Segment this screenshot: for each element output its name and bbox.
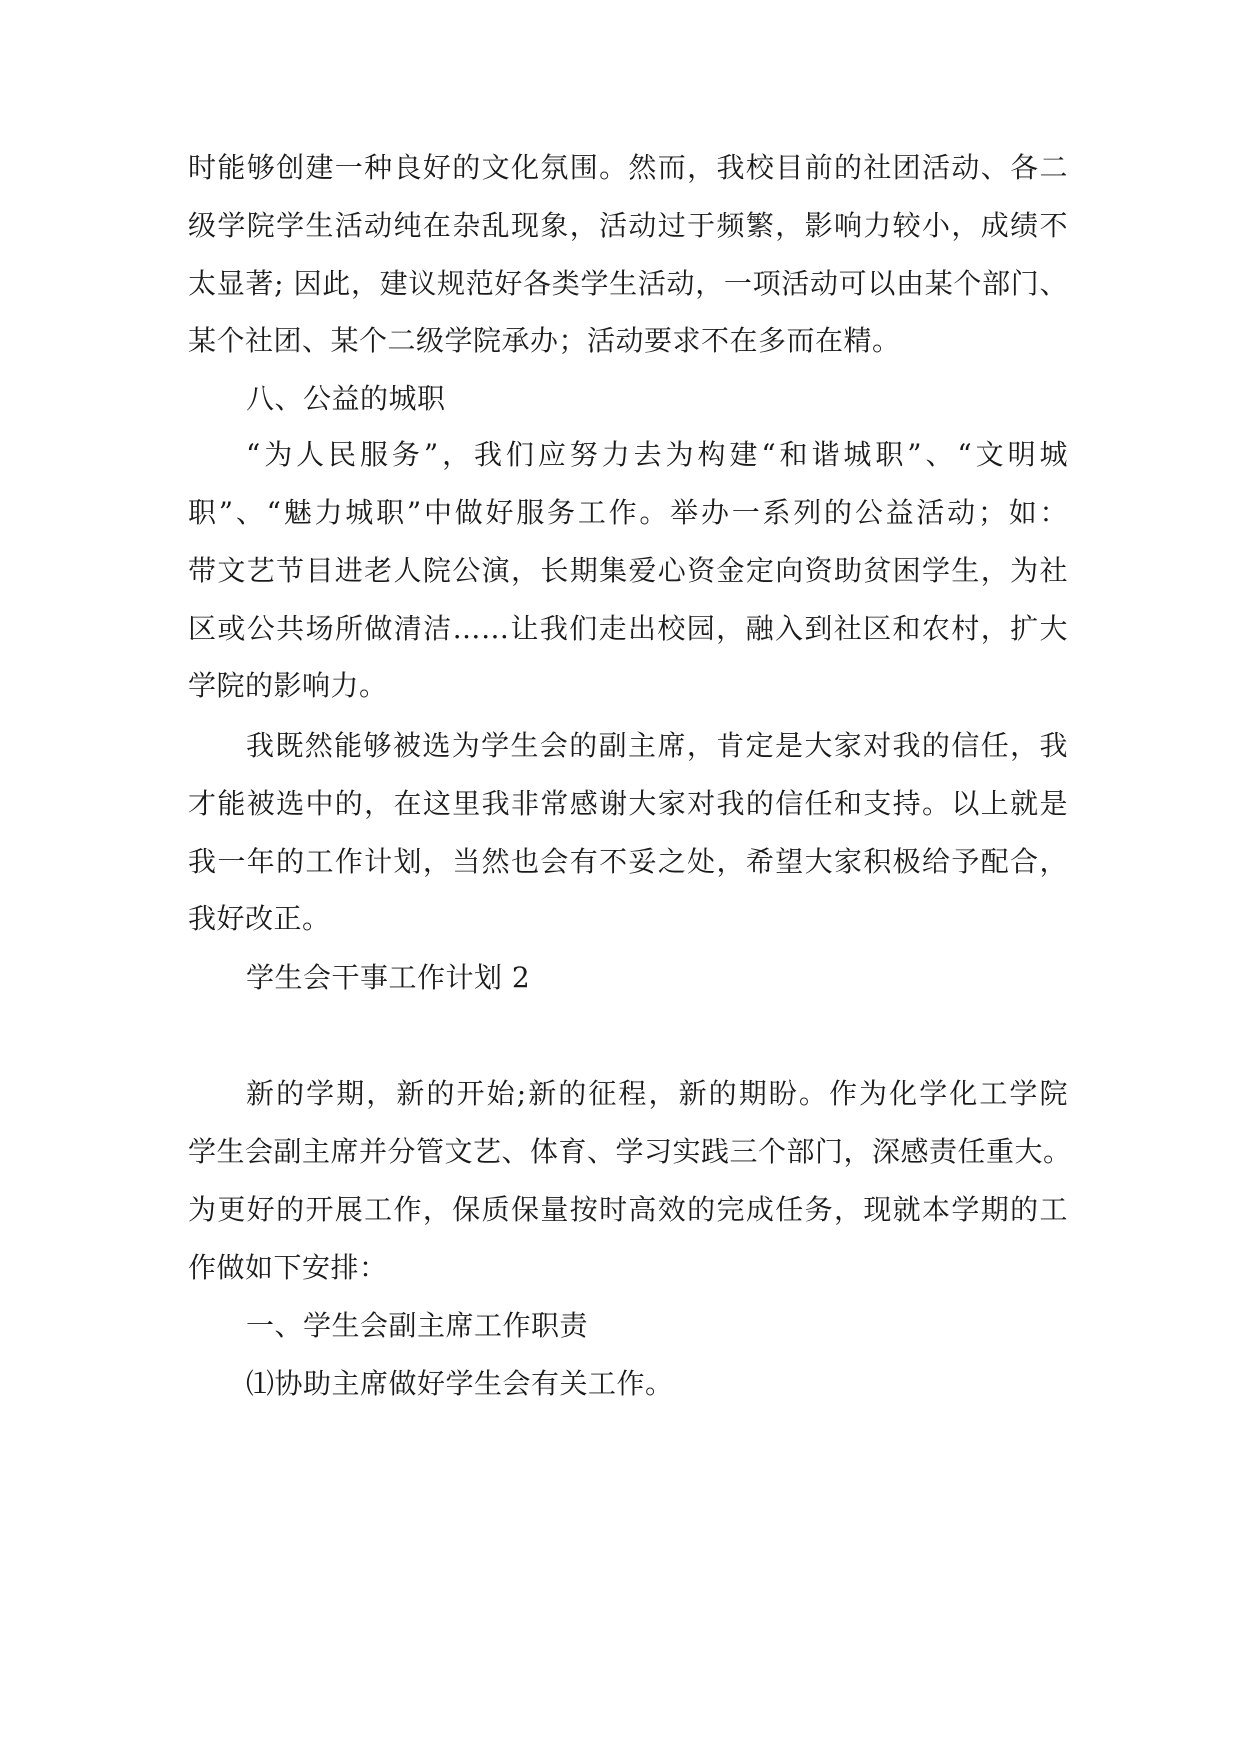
- paragraph-line: 学院的影响力。: [188, 669, 388, 702]
- paragraph-line: 作做如下安排：: [188, 1251, 388, 1284]
- list-item: ⑴协助主席做好学生会有关工作。: [246, 1367, 674, 1400]
- document-title: 学生会干事工作计划 2: [246, 961, 531, 994]
- paragraph-line: 某个社团、某个二级学院承办；活动要求不在多而在精。: [188, 324, 901, 357]
- paragraph-line: 时能够创建一种良好的文化氛围。然而，我校目前的社团活动、各二: [188, 151, 1068, 184]
- paragraph-line: 为更好的开展工作，保质保量按时高效的完成任务，现就本学期的工: [188, 1193, 1068, 1226]
- section-heading: 一、学生会副主席工作职责: [246, 1309, 589, 1342]
- paragraph-line: 我既然能够被选为学生会的副主席，肯定是大家对我的信任，我: [246, 729, 1068, 762]
- paragraph-line: 区或公共场所做清洁……让我们走出校园，融入到社区和农村，扩大: [188, 612, 1068, 645]
- paragraph-line: 太显著; 因此，建议规范好各类学生活动，一项活动可以由某个部门、: [188, 267, 1068, 300]
- paragraph-line: 我好改正。: [188, 902, 331, 935]
- paragraph-line: 职”、“魅力城职”中做好服务工作。举办一系列的公益活动；如：: [188, 496, 1068, 529]
- paragraph-line: “为人民服务”，我们应努力去为构建“和谐城职”、“文明城: [246, 438, 1068, 471]
- paragraph-line: 新的学期，新的开始;新的征程，新的期盼。作为化学化工学院: [246, 1077, 1068, 1110]
- paragraph-line: 带文艺节目进老人院公演，长期集爱心资金定向资助贫困学生，为社: [188, 554, 1068, 587]
- paragraph-line: 我一年的工作计划，当然也会有不妥之处，希望大家积极给予配合，: [188, 845, 1068, 878]
- paragraph-line: 级学院学生活动纯在杂乱现象，活动过于频繁，影响力较小，成绩不: [188, 209, 1068, 242]
- paragraph-line: 才能被选中的，在这里我非常感谢大家对我的信任和支持。以上就是: [188, 787, 1068, 820]
- paragraph-line: 学生会副主席并分管文艺、体育、学习实践三个部门，深感责任重大。: [188, 1135, 1072, 1168]
- section-heading: 八、公益的城职: [246, 382, 446, 415]
